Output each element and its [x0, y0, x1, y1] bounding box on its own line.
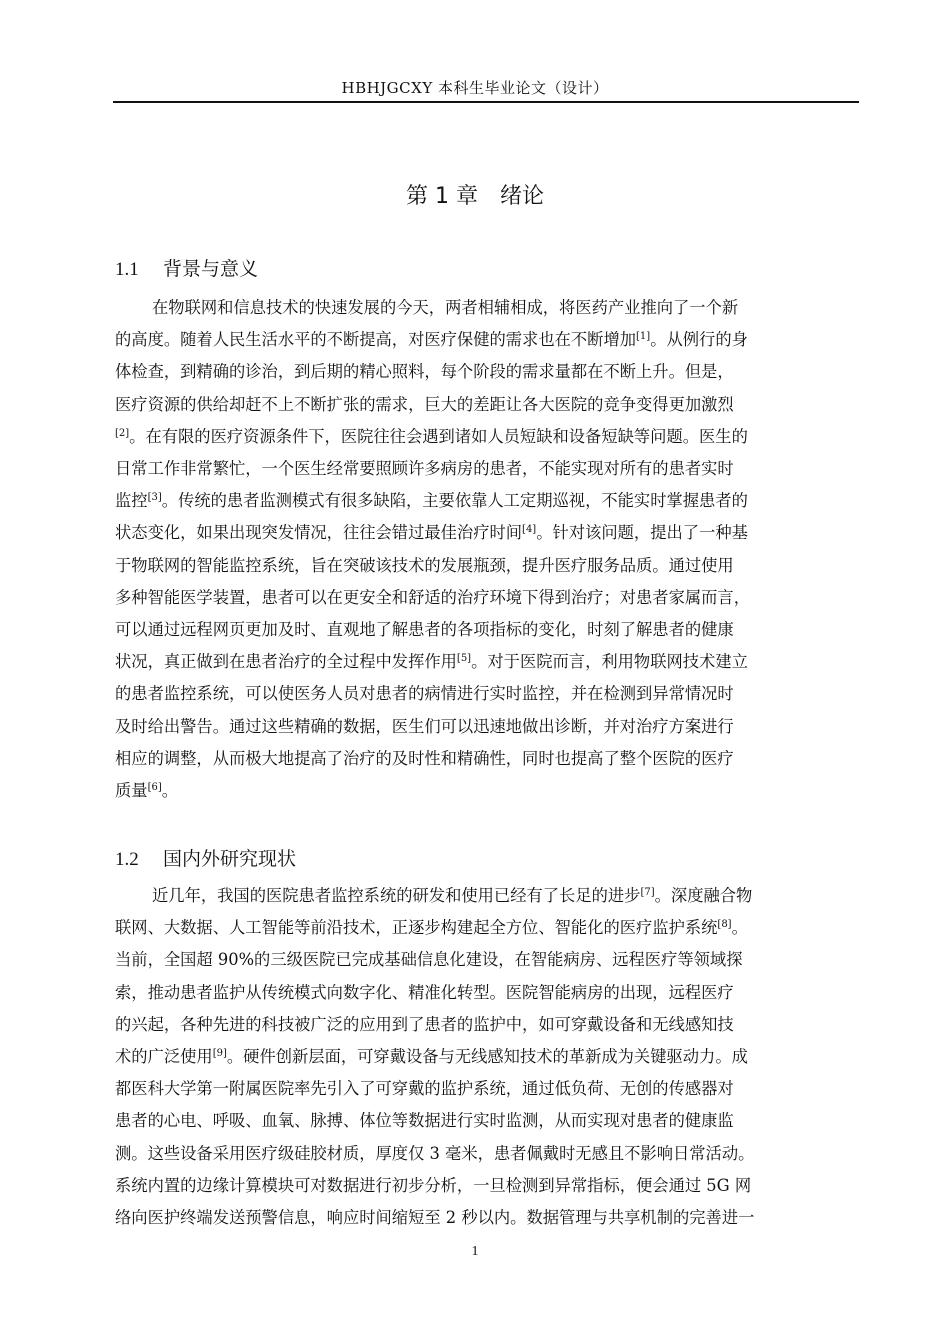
body-text: 。在有限的医疗资源条件下，医院往往会遇到诸如人员短缺和设备短缺等问题。医生的	[129, 426, 748, 446]
body-text: 。对于医院而言，利用物联网技术建立	[471, 652, 748, 672]
citation-marker: [7]	[640, 887, 655, 898]
body-text: 索，推动患者监护从传统模式向数字化、精准化转型。医院智能病房的出现，远程医疗	[115, 982, 734, 1002]
body-line	[115, 916, 861, 940]
body-text: 术的广泛使用	[115, 1047, 213, 1066]
body-text: 。针对该问题，提出了一种基	[536, 523, 748, 543]
body-text: 近几年，我国的医院患者监控系统的研发和使用已经有了长足的进步	[152, 886, 641, 905]
body-line	[115, 521, 861, 545]
body-text: 系统内置的边缘计算模块可对数据进行初步分析，一旦检测到异常指标，便会通过 5G 网	[115, 1175, 752, 1195]
body-text: 的患者监控系统，可以使医务人员对患者的病情进行实时监控，并在检测到异常情况时	[115, 684, 734, 704]
body-text: 状况，真正做到在患者治疗的全过程中发挥作用	[115, 652, 457, 672]
body-line	[115, 1206, 861, 1230]
header-rule	[113, 101, 859, 103]
body-line	[115, 1045, 861, 1069]
body-text: 。	[161, 781, 179, 800]
body-line	[115, 328, 861, 352]
body-line	[115, 618, 861, 642]
body-text: 可以通过远程网页更加及时、直观地了解患者的各项指标的变化，时刻了解患者的健康	[115, 620, 734, 639]
citation-marker: [4]	[522, 524, 537, 536]
body-line	[115, 554, 861, 578]
citation-marker: [8]	[717, 919, 732, 931]
section-heading-1-2	[115, 844, 296, 871]
body-text: 监控	[115, 491, 148, 511]
body-line	[115, 425, 861, 449]
body-line	[115, 360, 861, 384]
body-line	[115, 586, 861, 610]
body-line	[115, 1013, 861, 1037]
body-text: 。深度融合物	[654, 886, 753, 905]
citation-marker: [9]	[212, 1048, 227, 1059]
section-heading-1-1	[115, 254, 258, 281]
body-text: 。从例行的身	[650, 330, 748, 350]
body-line	[152, 296, 861, 320]
body-line	[115, 682, 861, 706]
body-line	[115, 457, 861, 481]
section-number: 1.2	[115, 849, 139, 870]
body-text: 体检查，到精确的诊治，到后期的精心照料，每个阶段的需求量都在不断上升。但是，	[115, 362, 734, 382]
body-text: 及时给出警告。通过这些精确的数据，医生们可以迅速地做出诊断，并对治疗方案进行	[115, 716, 734, 736]
chapter-title: 第 1 章 绪论	[406, 184, 544, 209]
body-text: 日常工作非常繁忙，一个医生经常要照顾许多病房的患者，不能实现对所有的患者实时	[115, 459, 734, 478]
body-line	[115, 489, 861, 513]
body-text: 于物联网的智能监控系统，旨在突破该技术的发展瓶颈，提升医疗服务品质。通过使用	[115, 555, 734, 575]
body-text: 在物联网和信息技术的快速发展的今天，两者相辅相成，将医药产业推向了一个新	[152, 298, 739, 317]
body-line	[115, 1142, 861, 1166]
body-text: 当前，全国超 90%的三级医院已完成基础信息化建设，在智能病房、远程医疗等领域探	[115, 950, 743, 970]
body-line	[115, 1077, 861, 1101]
body-line	[152, 884, 861, 908]
section-number: 1.1	[115, 259, 139, 280]
body-line	[115, 747, 861, 771]
body-text: 状态变化，如果出现突发情况，往往会错过最佳治疗时间	[115, 523, 523, 543]
body-text: 都医科大学第一附属医院率先引入了可穿戴的监护系统，通过低负荷、无创的传感器对	[115, 1079, 734, 1099]
body-line	[115, 779, 861, 803]
citation-marker: [1]	[636, 331, 651, 343]
body-text: 。硬件创新层面，可穿戴设备与无线感知技术的革新成为关键驱动力。成	[226, 1047, 748, 1066]
citation-marker: [2]	[115, 427, 130, 439]
body-text: 。	[731, 918, 748, 938]
body-text: 。传统的患者监测模式有很多缺陷，主要依靠人工定期巡视，不能实时掌握患者的	[161, 491, 748, 511]
body-text: 多种智能医学装置，患者可以在更安全和舒适的治疗环境下得到治疗；对患者家属而言，	[115, 587, 750, 607]
running-header: HBHJGCXY 本科生毕业论文（设计）	[341, 79, 609, 97]
body-line	[115, 393, 861, 417]
body-text: 质量	[115, 781, 148, 800]
body-text: 联网、大数据、人工智能等前沿技术，正逐步构建起全方位、智能化的医疗监护系统	[115, 918, 718, 938]
body-line	[115, 1174, 861, 1198]
body-text: 的兴起，各种先进的科技被广泛的应用到了患者的监护中，如可穿戴设备和无线感知技	[115, 1014, 734, 1034]
body-text: 络向医护终端发送预警信息，响应时间缩短至 2 秒以内。数据管理与共享机制的完善进一	[115, 1208, 755, 1227]
body-line	[115, 715, 861, 739]
section-title: 国内外研究现状	[163, 848, 297, 870]
body-text: 的高度。随着人民生活水平的不断提高，对医疗保健的需求也在不断增加	[115, 330, 637, 350]
body-line	[115, 1109, 861, 1133]
citation-marker: [6]	[147, 782, 162, 793]
body-line	[115, 650, 861, 674]
body-line	[115, 981, 861, 1005]
section-title: 背景与意义	[163, 258, 259, 280]
page-number: 1	[471, 1244, 479, 1259]
body-text: 患者的心电、呼吸、血氧、脉搏、体位等数据进行实时监测，从而实现对患者的健康监	[115, 1111, 734, 1131]
body-text: 测。这些设备采用医疗级硅胶材质，厚度仅 3 毫米，患者佩戴时无感且不影响日常活动。	[115, 1143, 755, 1163]
citation-marker: [5]	[456, 653, 472, 665]
citation-marker: [3]	[147, 492, 162, 504]
body-text: 相应的调整，从而极大地提高了治疗的及时性和精确性，同时也提高了整个医院的医疗	[115, 748, 734, 768]
body-line	[115, 948, 861, 972]
body-text: 医疗资源的供给却赶不上不断扩张的需求，巨大的差距让各大医院的竞争变得更加激烈	[115, 394, 734, 414]
